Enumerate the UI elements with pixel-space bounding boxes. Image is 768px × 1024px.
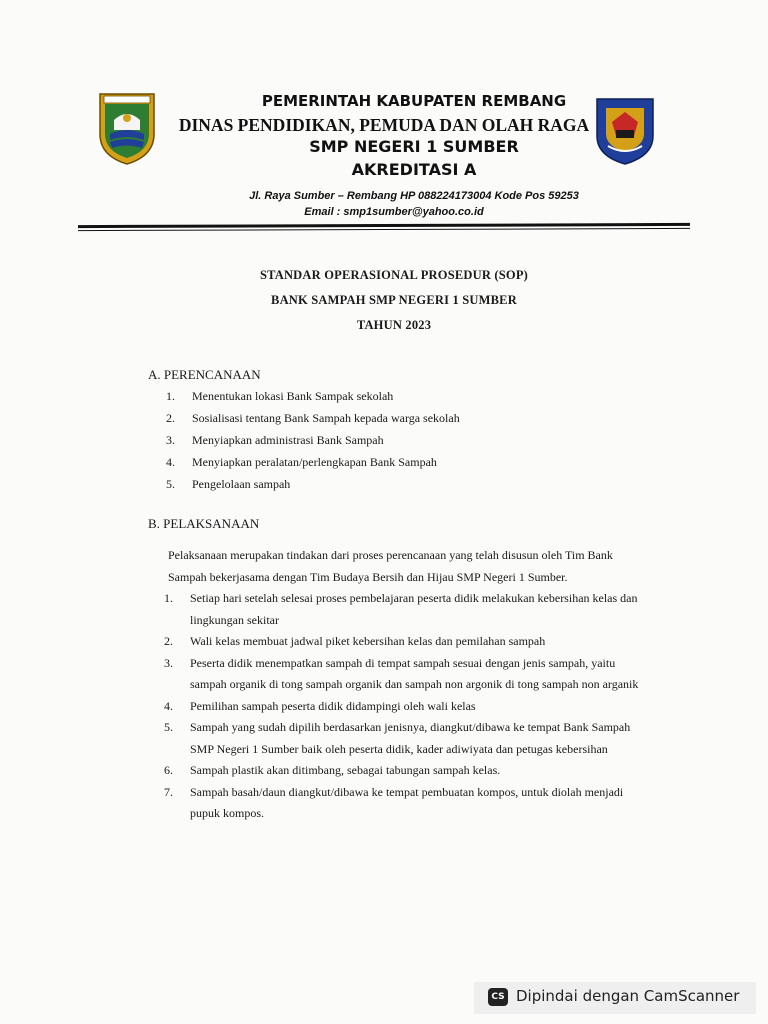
list-item: 3. Menyiapkan administrasi Bank Sampah xyxy=(166,433,384,447)
list-item: 2. Sosialisasi tentang Bank Sampah kepada warga sekolah xyxy=(166,411,460,425)
list-item: 7. Sampah basah/daun diangkut/dibawa ke tempat pembuatan kompos, untuk diolah menjadi pupuk kompos. xyxy=(164,784,624,820)
header-address: Jl. Raya Sumber – Rembang HP 088224173004 Kode Pos 59253 xyxy=(249,190,579,202)
document-title-line1: STANDAR OPERASIONAL PROSEDUR (SOP) xyxy=(259,268,529,282)
document-title-line2: BANK SAMPAH SMP NEGERI 1 SUMBER xyxy=(271,293,517,307)
list-item: 5. Sampah yang sudah dipilih berdasarkan jenisnya, diangkut/dibawa ke tempat Bank Sampah SMP Negeri 1 Sumber baik oleh peserta didik, kader adiwiyata dan petugas kebersihan xyxy=(164,720,631,756)
header-department-line: DINAS PENDIDIKAN, PEMUDA DAN OLAH RAGA xyxy=(178,115,590,135)
list-item: 1. Menentukan lokasi Bank Sampak sekolah xyxy=(166,389,394,403)
section-a-heading: A. PERENCANAAN xyxy=(148,367,261,382)
document-title-year: TAHUN 2023 xyxy=(356,318,432,332)
camscanner-text: Dipindai dengan CamScanner xyxy=(516,987,740,1005)
list-item: 4. Pemilihan sampah peserta didik didampingi oleh wali kelas xyxy=(164,698,476,713)
section-b-heading: B. PELAKSANAAN xyxy=(148,516,260,531)
section-a-list xyxy=(166,389,460,499)
header-divider-thin xyxy=(78,228,690,231)
header-government-line: PEMERINTAH KABUPATEN REMBANG xyxy=(261,92,567,110)
camscanner-watermark xyxy=(474,982,756,1014)
header-school-name: SMP NEGERI 1 SUMBER xyxy=(309,137,519,156)
list-item: 1. Setiap hari setelah selesai proses pembelajaran peserta didik melakukan kebersihan kelas dan lingkungan sekitar xyxy=(164,591,638,627)
section-b-intro: Pelaksanaan merupakan tindakan dari proses perencanaan yang telah disusun oleh Tim Bank Sampah bekerjasama dengan Tim Budaya Bersih dan Hijau SMP Negeri 1 Sumber. xyxy=(168,548,613,584)
camscanner-logo-icon: CS xyxy=(488,988,508,1006)
header-email: Email : smp1sumber@yahoo.co.id xyxy=(304,206,484,218)
section-b-list xyxy=(164,588,644,825)
list-item: 4. Menyiapkan peralatan/perlengkapan Bank Sampah xyxy=(166,455,437,469)
list-item: 5. Pengelolaan sampah xyxy=(166,477,291,491)
list-item: 3. Peserta didik menempatkan sampah di tempat sampah sesuai dengan jenis sampah, yaitu sampah organik di tong sampah organik dan sampah non argonik di tong sampah non arganik xyxy=(164,655,639,691)
list-item: 6. Sampah plastik akan ditimbang, sebagai tabungan sampah kelas. xyxy=(164,763,501,777)
header-accreditation: AKREDITASI A xyxy=(351,160,477,179)
list-item: 2. Wali kelas membuat jadwal piket kebersihan kelas dan pemilahan sampah xyxy=(164,634,546,648)
